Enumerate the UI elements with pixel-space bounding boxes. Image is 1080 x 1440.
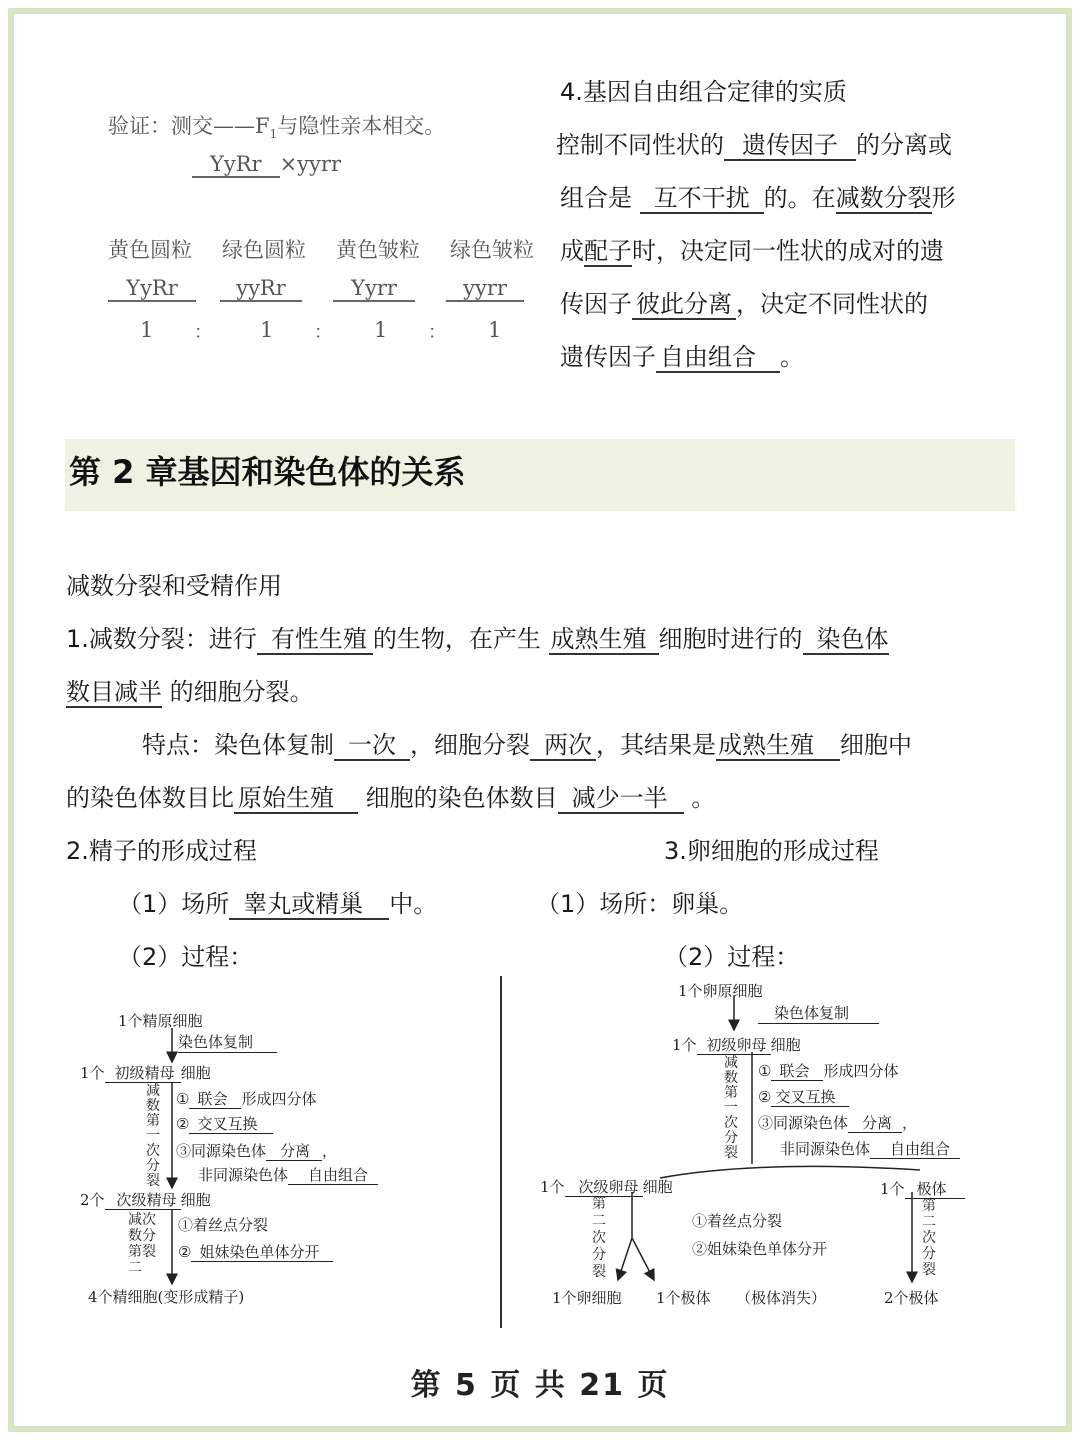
eg-polar: 1个 极体 bbox=[880, 1178, 965, 1199]
page-number: 第 5 页 共 21 页 bbox=[410, 1368, 670, 1403]
ratio-1: 1 bbox=[140, 318, 154, 342]
phenotype-2: 绿色圆粒 bbox=[222, 238, 306, 262]
egg-title: 3.卵细胞的形成过程 bbox=[664, 837, 879, 865]
eg-div2-right: 第二次分裂 bbox=[922, 1198, 936, 1278]
sp-s4: 非同源染色体 自由组合 bbox=[198, 1164, 378, 1185]
sp-start: 1个精原细胞 bbox=[118, 1012, 203, 1030]
eg-s2: ② 交叉互换 bbox=[758, 1086, 849, 1107]
ratio-3: 1 bbox=[374, 318, 388, 342]
chapter-title: 第 2 章基因和染色体的关系 bbox=[69, 453, 466, 491]
eg-secondary: 1个 次级卵母 细胞 bbox=[540, 1178, 673, 1196]
law-line-4: 传因子 彼此分离 ，决定不同性状的 bbox=[560, 290, 928, 318]
egg-place: （1）场所：卵巢。 bbox=[536, 890, 744, 918]
sp-secondary: 2个 次级精母 细胞 bbox=[80, 1191, 211, 1209]
genotype-3: Yyrr bbox=[333, 276, 415, 302]
egg-process: （2）过程： bbox=[664, 943, 800, 971]
phenotype-1: 黄色圆粒 bbox=[108, 238, 192, 262]
eg-primary: 1个 初级卵母 细胞 bbox=[672, 1036, 801, 1054]
meiosis-line-2: 数目减半 的细胞分裂。 bbox=[66, 678, 314, 706]
eg-div1: 减数第一次分裂 bbox=[724, 1055, 738, 1161]
eg-s4: 非同源染色体 自由组合 bbox=[780, 1138, 960, 1159]
ratio-sep-3: ： bbox=[428, 322, 446, 343]
cross-line: YyRr ×yyrr bbox=[192, 152, 341, 176]
sperm-process: （2）过程： bbox=[118, 943, 254, 971]
law-title: 4.基因自由组合定律的实质 bbox=[560, 78, 847, 106]
sp-rep: 染色体复制 bbox=[178, 1031, 277, 1053]
eg-end4: 2个极体 bbox=[884, 1289, 939, 1307]
ratio-sep-2: ： bbox=[314, 322, 332, 343]
genotype-4: yyrr bbox=[446, 276, 524, 302]
sp-div2: 减次 数分 第裂 二 bbox=[128, 1212, 156, 1276]
eg-end1: 1个卵细胞 bbox=[552, 1289, 622, 1307]
eg-t2: ②姐妹染色单体分开 bbox=[692, 1240, 828, 1258]
ratio-2: 1 bbox=[260, 318, 274, 342]
sp-s3: ③同源染色体 分离 ， bbox=[176, 1142, 338, 1160]
law-line-3: 成配子时，决定同一性状的成对的遗 bbox=[560, 237, 944, 265]
meiosis-line-3: 特点：染色体复制 一次 ，细胞分裂 两次 ，其结果是成熟生殖 细胞中 bbox=[142, 731, 912, 759]
eg-start: 1个卵原细胞 bbox=[678, 982, 763, 1000]
column-divider bbox=[500, 976, 502, 1328]
sp-s1: ① 联会 形成四分体 bbox=[176, 1090, 317, 1108]
ratio-sep-1: ： bbox=[194, 322, 212, 343]
meiosis-line-1: 1.减数分裂：进行 有性生殖 的生物，在产生 成熟生殖 细胞时进行的 染色体 bbox=[66, 625, 889, 653]
eg-t1: ①着丝点分裂 bbox=[692, 1212, 783, 1230]
sp-s2: ② 交叉互换 bbox=[176, 1113, 273, 1134]
sp-primary: 1个 初级精母 细胞 bbox=[80, 1064, 211, 1082]
eg-s3: ③同源染色体 分离 ， bbox=[758, 1114, 918, 1132]
verify-line: 验证：测交$——F_1$与隐性亲本相交。 bbox=[108, 114, 446, 142]
sp-t2: ② 姐妹染色单体分开 bbox=[178, 1241, 333, 1262]
sperm-place: （1）场所 睾丸或精巢 中。 bbox=[118, 890, 438, 918]
section-title: 减数分裂和受精作用 bbox=[66, 572, 282, 600]
law-line-1: 控制不同性状的 遗传因子 的分离或 bbox=[556, 131, 952, 159]
eg-s1: ① 联会 形成四分体 bbox=[758, 1062, 899, 1080]
law-line-2: 组合是 互不干扰 的。在减数分裂形 bbox=[560, 184, 956, 212]
sperm-title: 2.精子的形成过程 bbox=[66, 837, 257, 865]
eg-rep: 染色体复制 bbox=[758, 1002, 879, 1024]
genotype-1: YyRr bbox=[108, 276, 196, 302]
phenotype-4: 绿色皱粒 bbox=[450, 238, 534, 262]
sp-end: 4个精细胞(变形成精子) bbox=[88, 1288, 245, 1306]
genotype-2: yyRr bbox=[220, 276, 302, 302]
ratio-4: 1 bbox=[488, 318, 502, 342]
sp-div1: 减数第一次分裂 bbox=[146, 1083, 160, 1189]
eg-div2-left: 第二次分裂 bbox=[592, 1196, 606, 1280]
eg-end3: （极体消失） bbox=[736, 1289, 827, 1307]
eg-end2: 1个极体 bbox=[656, 1289, 711, 1307]
law-line-5: 遗传因子 自由组合 。 bbox=[560, 343, 804, 371]
chapter-heading bbox=[65, 439, 1015, 511]
meiosis-line-4: 的染色体数目比 原始生殖 细胞的染色体数目 减少一半 。 bbox=[66, 784, 716, 812]
sp-t1: ①着丝点分裂 bbox=[178, 1216, 269, 1234]
phenotype-3: 黄色皱粒 bbox=[336, 238, 420, 262]
